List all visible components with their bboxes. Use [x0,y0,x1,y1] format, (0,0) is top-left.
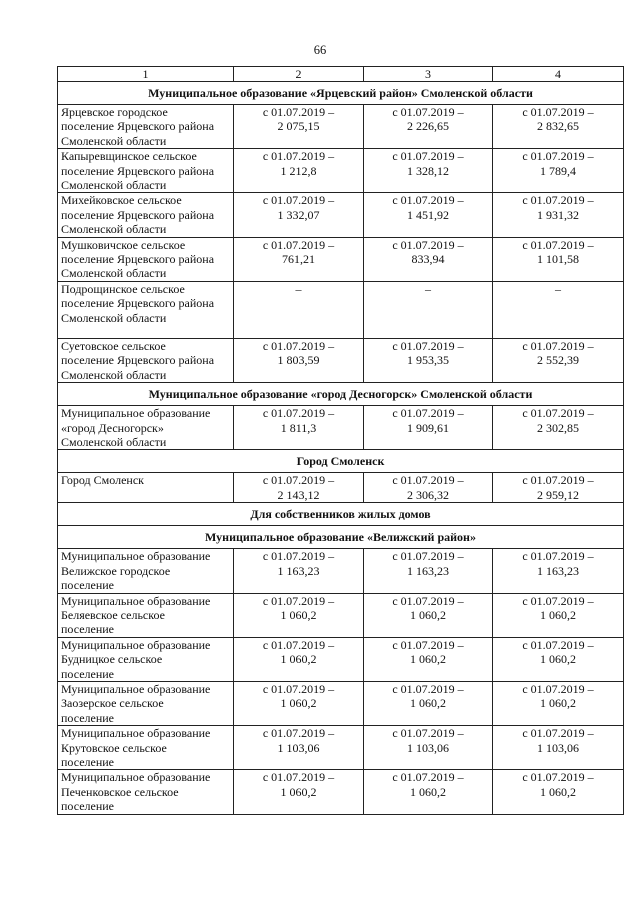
section-header-row [58,383,624,406]
tariff-value: 833,94 [411,252,445,267]
tariff-cell-v4 [493,406,624,450]
tariff-cell-v3 [364,281,493,338]
tariff-value: 1 060,2 [280,607,317,622]
table-row [58,593,624,637]
municipality-name-line: поселение [61,622,115,637]
municipality-name-line: Беляевское сельское [61,607,165,622]
municipality-name-line: поселение Ярцевского района [61,207,215,222]
municipality-name-line: Крутовское сельское [61,740,167,755]
municipality-name-line: Муниципальное образование [61,770,211,785]
tariff-period: с 01.07.2019 – [262,406,335,421]
tariff-cell-v2 [234,726,364,770]
tariff-cell-v4 [493,237,624,281]
municipality-name-line: Печенковское сельское [61,784,179,799]
tariff-cell-v2 [234,473,364,503]
municipality-name-cell [58,726,234,770]
column-number-row [58,67,624,82]
section-header-row [58,503,624,526]
column-number: 1 [58,67,234,82]
tariff-period: с 01.07.2019 – [262,681,335,696]
tariff-value: 1 060,2 [410,696,446,711]
no-tariff-dash: – [295,281,302,296]
municipality-name-cell [58,281,234,338]
tariff-cell-v3 [364,681,493,725]
municipality-name-line: Смоленской области [61,434,167,449]
tariff-value: 1 060,2 [410,784,446,799]
table-row [58,338,624,382]
tariff-value: 1 060,2 [540,607,576,622]
municipality-name-cell [58,193,234,237]
tariff-cell-v2 [234,281,364,338]
municipality-name-line: Заозерское сельское [61,696,164,711]
tariff-value: 1 060,2 [540,652,576,667]
tariff-period: с 01.07.2019 – [392,637,464,652]
table-row [58,193,624,237]
tariff-period: с 01.07.2019 – [392,681,464,696]
no-tariff-dash: – [555,281,561,296]
tariff-value: 2 832,65 [537,119,579,134]
municipality-name-line: Подрощинское сельское [61,281,185,296]
tariff-period: с 01.07.2019 – [262,237,335,252]
tariff-period: с 01.07.2019 – [392,105,464,119]
tariff-period: с 01.07.2019 – [262,726,335,741]
tariff-value: 2 226,65 [407,119,449,134]
tariff-period: с 01.07.2019 – [522,549,594,564]
tariff-period: с 01.07.2019 – [392,338,464,353]
tariff-cell-v4 [493,681,624,725]
tariff-cell-v2 [234,149,364,193]
table-row [58,237,624,281]
tariff-period: с 01.07.2019 – [522,338,594,353]
municipality-name-line: Муниципальное образование [61,406,211,421]
tariff-value: 1 332,07 [277,207,320,222]
tariff-value: 1 163,23 [537,563,579,578]
tariff-value: 1 451,92 [407,207,449,222]
tariff-cell-v2 [234,105,364,149]
municipality-name-line: поселение [61,755,115,769]
section-title: Муниципальное образование «Ярцевский район» Смоленской области [58,82,624,105]
tariff-period: с 01.07.2019 – [522,473,594,488]
tariff-value: 1 060,2 [280,652,317,667]
tariff-value: 2 075,15 [277,119,320,134]
municipality-name-cell [58,149,234,193]
tariff-cell-v4 [493,338,624,382]
tariff-table [57,66,624,815]
municipality-name-line: Муниципальное образование [61,549,211,564]
tariff-cell-v2 [234,637,364,681]
tariff-cell-v3 [364,105,493,149]
municipality-name-cell [58,338,234,382]
tariff-value: 1 101,58 [537,252,579,267]
table-row [58,770,624,814]
tariff-period: с 01.07.2019 – [262,193,335,208]
section-header-row [58,82,624,105]
tariff-period: с 01.07.2019 – [262,637,335,652]
tariff-value: 1 953,35 [407,353,449,368]
tariff-period: с 01.07.2019 – [392,193,464,208]
tariff-period: с 01.07.2019 – [522,149,594,164]
table-row [58,406,624,450]
tariff-period: с 01.07.2019 – [262,149,335,164]
tariff-value: 1 060,2 [410,607,446,622]
tariff-value: 1 103,06 [537,740,579,755]
tariff-value: 1 909,61 [407,420,449,435]
municipality-name-line: Ярцевское городское [61,105,168,119]
tariff-value: 761,21 [282,252,315,267]
municipality-name-cell [58,549,234,593]
tariff-cell-v3 [364,770,493,814]
tariff-cell-v3 [364,593,493,637]
municipality-name-line: поселение [61,799,115,814]
tariff-period: с 01.07.2019 – [522,770,594,785]
tariff-cell-v2 [234,770,364,814]
tariff-cell-v2 [234,593,364,637]
tariff-value: 1 060,2 [410,652,446,667]
tariff-value: 1 103,06 [407,740,449,755]
tariff-cell-v4 [493,770,624,814]
tariff-period: с 01.07.2019 – [522,105,594,119]
table-row [58,681,624,725]
no-tariff-dash: – [425,281,431,296]
tariff-cell-v2 [234,681,364,725]
tariff-period: с 01.07.2019 – [392,726,464,741]
tariff-cell-v2 [234,406,364,450]
tariff-period: с 01.07.2019 – [262,338,335,353]
tariff-value: 2 143,12 [277,487,320,502]
column-number: 2 [234,67,364,82]
municipality-name-cell [58,681,234,725]
tariff-value: 1 060,2 [540,696,576,711]
tariff-cell-v4 [493,637,624,681]
table-row [58,473,624,503]
tariff-period: с 01.07.2019 – [392,549,464,564]
tariff-period: с 01.07.2019 – [392,406,464,421]
tariff-value: 1 212,8 [280,163,317,178]
table-row [58,637,624,681]
tariff-cell-v4 [493,726,624,770]
tariff-cell-v3 [364,193,493,237]
tariff-cell-v4 [493,105,624,149]
municipality-name-line: Город Смоленск [61,473,144,488]
tariff-value: 1 328,12 [407,163,449,178]
section-header-row [58,450,624,473]
municipality-name-line: Смоленской области [61,222,167,237]
municipality-name-line: поселение Ярцевского района [61,252,215,267]
municipality-name-line: Смоленской области [61,266,167,281]
tariff-value: 1 060,2 [280,784,317,799]
section-title: Город Смоленск [58,450,624,473]
table-row [58,726,624,770]
tariff-cell-v4 [493,593,624,637]
tariff-value: 1 803,59 [277,353,320,368]
tariff-period: с 01.07.2019 – [522,406,594,421]
municipality-name-line: Суетовское сельское [61,338,166,353]
tariff-table-body [58,67,624,815]
municipality-name-cell [58,593,234,637]
tariff-value: 1 931,32 [537,207,579,222]
tariff-value: 2 959,12 [537,487,579,502]
tariff-period: с 01.07.2019 – [392,770,464,785]
tariff-value: 1 060,2 [280,696,317,711]
tariff-period: с 01.07.2019 – [522,593,594,608]
column-number: 3 [364,67,493,82]
tariff-period: с 01.07.2019 – [392,593,464,608]
municipality-name-cell [58,637,234,681]
tariff-period: с 01.07.2019 – [262,593,335,608]
municipality-name-line: Михейковское сельское [61,193,182,208]
municipality-name-line: поселение Ярцевского района [61,163,215,178]
tariff-cell-v4 [493,473,624,503]
tariff-cell-v2 [234,549,364,593]
tariff-value: 1 163,23 [277,563,320,578]
municipality-name-line: Велижское городское [61,563,171,578]
table-row [58,149,624,193]
municipality-name-cell [58,406,234,450]
municipality-name-line: Смоленской области [61,367,167,382]
tariff-cell-v3 [364,637,493,681]
municipality-name-line: «город Десногорск» [61,420,164,435]
section-title: Муниципальное образование «Велижский район» [58,526,624,549]
tariff-period: с 01.07.2019 – [262,549,335,564]
municipality-name-line: Смоленской области [61,133,167,148]
tariff-cell-v3 [364,473,493,503]
tariff-period: с 01.07.2019 – [522,193,594,208]
tariff-value: 2 306,32 [407,487,449,502]
column-number: 4 [493,67,624,82]
tariff-cell-v3 [364,406,493,450]
tariff-period: с 01.07.2019 – [392,237,464,252]
tariff-period: с 01.07.2019 – [522,237,594,252]
tariff-cell-v4 [493,149,624,193]
table-row [58,281,624,338]
tariff-period: с 01.07.2019 – [392,149,464,164]
municipality-name-line: Будницкое сельское [61,652,163,667]
municipality-name-line: поселение Ярцевского района [61,119,215,134]
tariff-cell-v3 [364,237,493,281]
municipality-name-cell [58,237,234,281]
municipality-name-cell [58,770,234,814]
tariff-value: 2 552,39 [537,353,579,368]
municipality-name-line: поселение [61,666,115,681]
tariff-period: с 01.07.2019 – [522,637,594,652]
municipality-name-line: Мушковичское сельское [61,237,186,252]
municipality-name-line: поселение Ярцевского района [61,353,215,368]
tariff-cell-v3 [364,549,493,593]
tariff-cell-v4 [493,193,624,237]
table-row [58,549,624,593]
tariff-cell-v4 [493,549,624,593]
municipality-name-cell [58,473,234,503]
municipality-name-line: Смоленской области [61,310,167,325]
tariff-cell-v3 [364,726,493,770]
tariff-period: с 01.07.2019 – [262,473,335,488]
tariff-period: с 01.07.2019 – [262,770,335,785]
tariff-value: 1 789,4 [540,163,576,178]
municipality-name-line: Муниципальное образование [61,726,211,741]
tariff-period: с 01.07.2019 – [522,681,594,696]
section-title: Для собственников жилых домов [58,503,624,526]
table-row [58,105,624,149]
tariff-period: с 01.07.2019 – [522,726,594,741]
tariff-cell-v3 [364,149,493,193]
municipality-name-line: поселение [61,710,115,725]
municipality-name-cell [58,105,234,149]
section-header-row [58,526,624,549]
tariff-cell-v3 [364,338,493,382]
tariff-cell-v2 [234,338,364,382]
page-number: 66 [313,43,327,57]
section-title: Муниципальное образование «город Десногорск» Смоленской области [58,383,624,406]
tariff-value: 2 302,85 [537,420,579,435]
tariff-value: 1 811,3 [280,420,317,435]
municipality-name-line: поселение [61,578,115,593]
tariff-cell-v2 [234,193,364,237]
municipality-name-line: Муниципальное образование [61,637,211,652]
municipality-name-line: Смоленской области [61,178,167,193]
tariff-value: 1 060,2 [540,784,576,799]
tariff-value: 1 103,06 [277,740,320,755]
municipality-name-line: поселение Ярцевского района [61,296,215,311]
tariff-period: с 01.07.2019 – [392,473,464,488]
tariff-cell-v2 [234,237,364,281]
tariff-value: 1 163,23 [407,563,449,578]
tariff-cell-v4 [493,281,624,338]
municipality-name-line: Муниципальное образование [61,681,211,696]
municipality-name-line: Муниципальное образование [61,593,211,608]
municipality-name-line: Капыревщинское сельское [61,149,197,164]
tariff-period: с 01.07.2019 – [262,105,335,119]
